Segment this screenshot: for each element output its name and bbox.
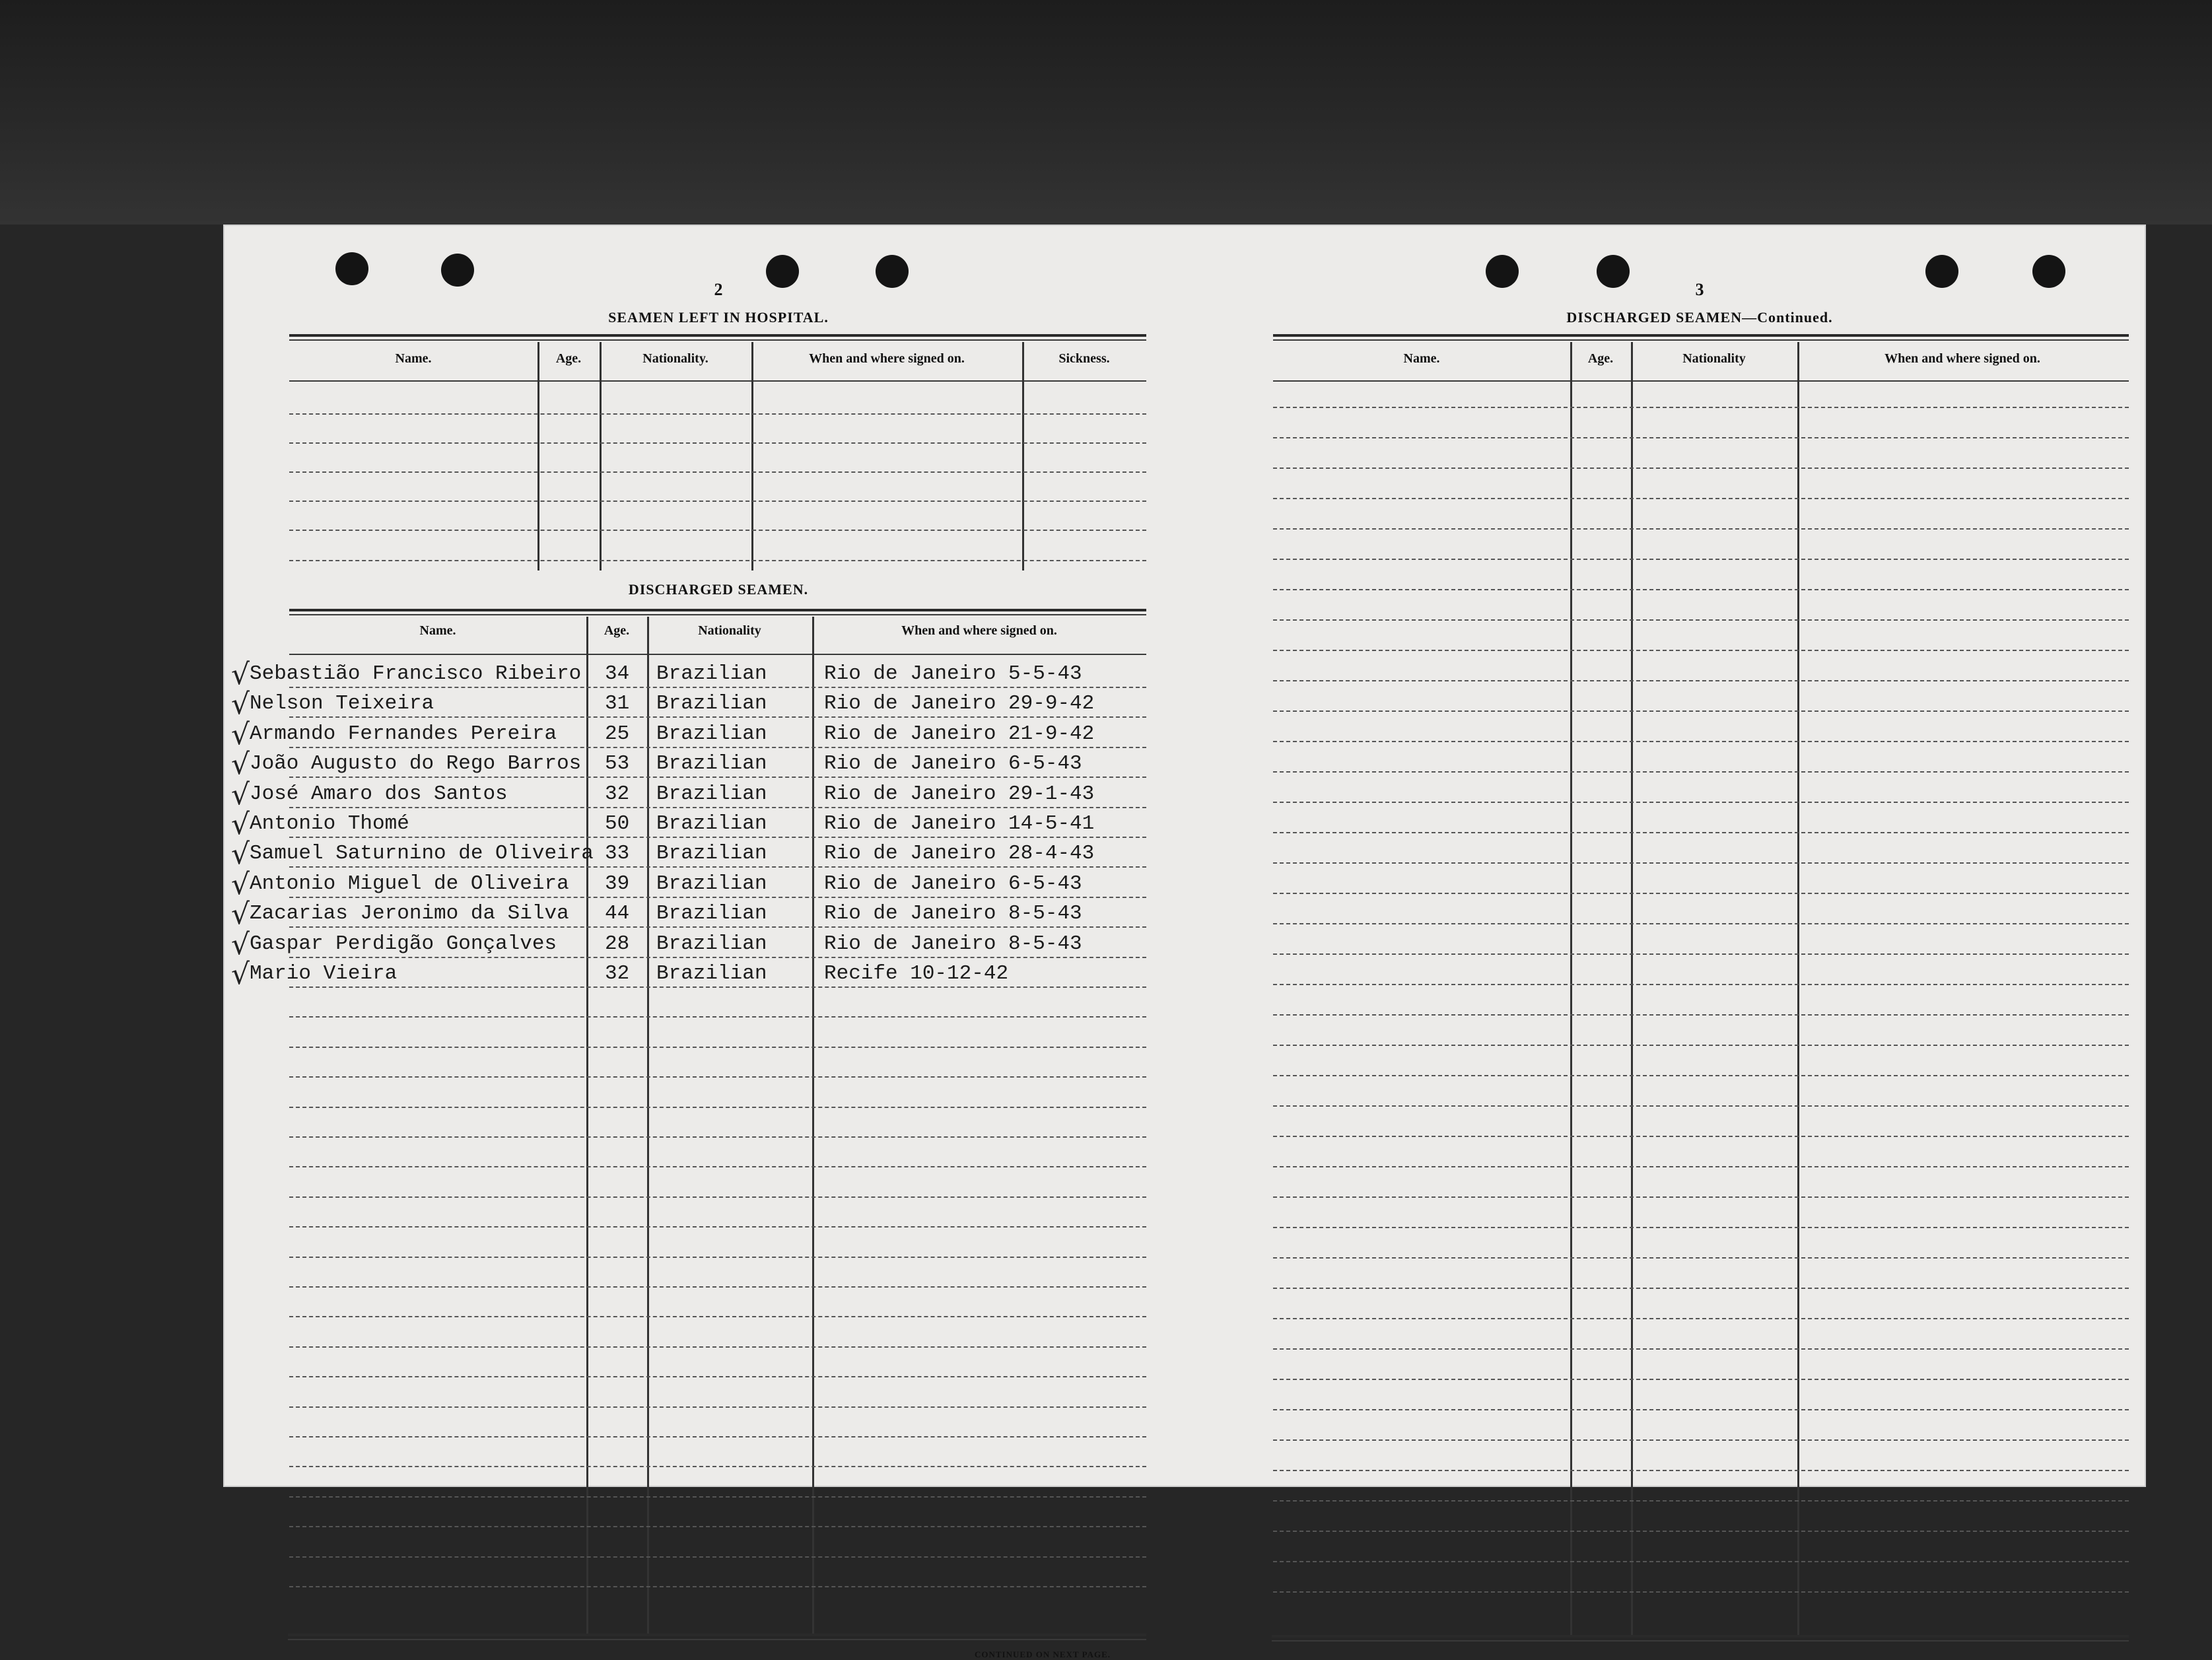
crew-list-sheet [223, 225, 2146, 1659]
dotted-rule [289, 501, 1146, 502]
check-mark-icon: √ [231, 777, 250, 812]
seaman-name: Antonio Miguel de Oliveira [250, 872, 569, 895]
dotted-rule [1273, 1531, 2129, 1532]
punch-hole [1925, 255, 1958, 288]
seaman-name: Zacarias Jeronimo da Silva [250, 902, 569, 926]
punch-hole [766, 255, 799, 288]
dotted-rule [1273, 802, 2129, 803]
rule [288, 1634, 1146, 1636]
page-number: 2 [714, 280, 723, 299]
col-head-nationality: Nationality. [642, 351, 709, 366]
dotted-rule [289, 716, 1146, 718]
seaman-signed-on: Rio de Janeiro 6-5-43 [824, 872, 1082, 895]
dotted-rule [289, 687, 1146, 688]
rule [288, 1639, 1146, 1640]
dotted-rule [289, 1286, 1146, 1288]
check-mark-icon: √ [231, 747, 250, 782]
check-mark-icon: √ [231, 867, 250, 901]
seaman-nationality: Brazilian [656, 752, 767, 776]
dotted-rule [289, 530, 1146, 531]
seaman-signed-on: Rio de Janeiro 21-9-42 [824, 722, 1095, 745]
seaman-nationality: Brazilian [656, 962, 767, 985]
dotted-rule [1273, 1166, 2129, 1167]
dotted-rule [1273, 1470, 2129, 1471]
seaman-name: Samuel Saturnino de Oliveira [250, 842, 594, 866]
dotted-rule [1273, 1105, 2129, 1107]
dotted-rule [1273, 437, 2129, 438]
page-number: 3 [1695, 280, 1704, 299]
col-head-signed-on: When and where signed on. [1884, 351, 2040, 366]
dotted-rule [289, 1406, 1146, 1408]
seaman-signed-on: Rio de Janeiro 8-5-43 [824, 932, 1082, 955]
dotted-rule [289, 1586, 1146, 1587]
seaman-nationality: Brazilian [656, 662, 767, 685]
dotted-rule [1273, 1045, 2129, 1046]
hospital-section-title: SEAMEN LEFT IN HOSPITAL. [608, 309, 829, 326]
rule [1273, 334, 2129, 337]
dotted-rule [289, 1166, 1146, 1167]
col-head-age: Age. [1587, 351, 1614, 366]
dotted-rule [1273, 923, 2129, 924]
punch-hole [876, 255, 909, 288]
dotted-rule [1273, 528, 2129, 530]
seaman-signed-on: Rio de Janeiro 14-5-41 [824, 812, 1095, 835]
dotted-rule [1273, 1439, 2129, 1441]
seaman-name: Sebastião Francisco Ribeiro [250, 662, 582, 685]
punch-hole [1597, 255, 1630, 288]
check-mark-icon: √ [231, 927, 250, 961]
dotted-rule [289, 807, 1146, 808]
dotted-rule [1273, 1348, 2129, 1350]
check-mark-icon: √ [231, 808, 250, 841]
seaman-nationality: Brazilian [656, 782, 767, 806]
dotted-rule [1273, 1075, 2129, 1076]
col-head-signed-on: When and where signed on. [809, 351, 965, 366]
seaman-nationality: Brazilian [656, 902, 767, 926]
col-head-nationality: Nationality [698, 623, 761, 638]
dotted-rule [1273, 619, 2129, 621]
dotted-rule [1273, 1500, 2129, 1502]
seaman-name: Armando Fernandes Pereira [250, 722, 557, 745]
dotted-rule [289, 471, 1146, 473]
seaman-nationality: Brazilian [656, 722, 767, 745]
seaman-age: 39 [605, 872, 630, 895]
dotted-rule [289, 777, 1146, 778]
seaman-age: 25 [605, 722, 630, 745]
seaman-signed-on: Rio de Janeiro 8-5-43 [824, 902, 1082, 926]
seaman-signed-on: Rio de Janeiro 29-9-42 [824, 692, 1095, 716]
dotted-rule [1273, 1136, 2129, 1137]
seaman-nationality: Brazilian [656, 932, 767, 955]
seaman-age: 53 [605, 752, 630, 776]
dotted-rule [1273, 680, 2129, 681]
dotted-rule [289, 866, 1146, 868]
scan-backdrop [0, 0, 2212, 225]
check-mark-icon: √ [231, 687, 250, 722]
column-line [1022, 342, 1024, 571]
column-line [812, 617, 814, 1634]
seaman-age: 32 [605, 782, 630, 806]
dotted-rule [1273, 832, 2129, 833]
dotted-rule [289, 1016, 1146, 1018]
column-line [586, 617, 588, 1634]
seaman-nationality: Brazilian [656, 692, 767, 716]
dotted-rule [289, 986, 1146, 988]
continued-note: CONTINUED ON NEXT PAGE. [975, 1649, 1111, 1659]
column-line [751, 342, 753, 571]
dotted-rule [289, 1047, 1146, 1048]
dotted-rule [1273, 559, 2129, 560]
dotted-rule [1273, 650, 2129, 651]
col-head-name: Name. [419, 623, 456, 638]
dotted-rule [289, 1136, 1146, 1138]
dotted-rule [289, 1257, 1146, 1258]
dotted-rule [1273, 741, 2129, 742]
seaman-name: João Augusto do Rego Barros [250, 752, 582, 776]
dotted-rule [289, 926, 1146, 928]
dotted-rule [1273, 862, 2129, 864]
dotted-rule [1273, 1196, 2129, 1198]
dotted-rule [289, 837, 1146, 838]
check-mark-icon: √ [231, 658, 250, 691]
dotted-rule [289, 1436, 1146, 1437]
dotted-rule [1273, 1227, 2129, 1228]
seaman-age: 31 [605, 692, 630, 716]
dotted-rule [289, 1496, 1146, 1498]
seaman-name: José Amaro dos Santos [250, 782, 508, 806]
dotted-rule [1273, 1379, 2129, 1380]
dotted-rule [289, 1466, 1146, 1467]
col-head-nationality: Nationality [1682, 351, 1746, 366]
column-line [1570, 342, 1572, 1636]
dotted-rule [1273, 771, 2129, 773]
column-line [600, 342, 602, 571]
punch-hole [441, 254, 474, 287]
seaman-signed-on: Rio de Janeiro 5-5-43 [824, 662, 1082, 685]
seaman-nationality: Brazilian [656, 842, 767, 866]
seaman-age: 33 [605, 842, 630, 866]
punch-hole [2032, 255, 2065, 288]
dotted-rule [1273, 1014, 2129, 1016]
check-mark-icon: √ [231, 837, 250, 872]
dotted-rule [289, 1076, 1146, 1078]
dotted-rule [289, 413, 1146, 415]
col-head-name: Name. [395, 351, 432, 366]
dotted-rule [1273, 1409, 2129, 1410]
seaman-signed-on: Rio de Janeiro 28-4-43 [824, 842, 1095, 866]
check-mark-icon: √ [231, 897, 250, 932]
seaman-name: Gaspar Perdigão Gonçalves [250, 932, 557, 955]
seaman-name: Mario Vieira [250, 962, 397, 985]
col-head-sickness: Sickness. [1058, 351, 1110, 366]
seaman-age: 28 [605, 932, 630, 955]
col-head-age: Age. [555, 351, 582, 366]
rule [289, 609, 1146, 611]
rule [289, 380, 1146, 382]
seaman-signed-on: Rio de Janeiro 29-1-43 [824, 782, 1095, 806]
rule [1272, 1640, 2129, 1642]
seaman-age: 44 [605, 902, 630, 926]
dotted-rule [1273, 1591, 2129, 1593]
dotted-rule [1273, 1257, 2129, 1259]
seaman-age: 32 [605, 962, 630, 985]
rule [289, 654, 1146, 655]
dotted-rule [1273, 710, 2129, 712]
seaman-name: Nelson Teixeira [250, 692, 434, 716]
rule [1272, 1635, 2129, 1638]
punch-hole [335, 252, 368, 285]
rule [289, 339, 1146, 341]
check-mark-icon: √ [231, 957, 250, 991]
dotted-rule [289, 1526, 1146, 1527]
seaman-name: Antonio Thomé [250, 812, 409, 835]
dotted-rule [289, 1226, 1146, 1228]
col-head-name: Name. [1403, 351, 1440, 366]
column-line [1631, 342, 1633, 1636]
rule [1273, 339, 2129, 341]
dotted-rule [1273, 467, 2129, 469]
column-line [647, 617, 649, 1634]
dotted-rule [1273, 1318, 2129, 1319]
dotted-rule [1273, 498, 2129, 499]
col-head-signed-on: When and where signed on. [901, 623, 1057, 638]
rule [289, 334, 1146, 337]
seaman-age: 50 [605, 812, 630, 835]
col-head-age: Age. [604, 623, 630, 638]
seaman-nationality: Brazilian [656, 872, 767, 895]
dotted-rule [289, 1196, 1146, 1198]
column-line [537, 342, 539, 571]
dotted-rule [289, 747, 1146, 748]
dotted-rule [289, 1346, 1146, 1348]
dotted-rule [1273, 893, 2129, 894]
dotted-rule [289, 442, 1146, 444]
check-mark-icon: √ [231, 717, 250, 751]
seaman-nationality: Brazilian [656, 812, 767, 835]
rule [1273, 380, 2129, 382]
dotted-rule [289, 1316, 1146, 1317]
column-line [1797, 342, 1799, 1636]
dotted-rule [289, 957, 1146, 958]
rule [289, 614, 1146, 615]
dotted-rule [1273, 1288, 2129, 1289]
punch-hole [1486, 255, 1519, 288]
dotted-rule [1273, 589, 2129, 590]
dotted-rule [289, 897, 1146, 898]
dotted-rule [289, 560, 1146, 561]
seaman-age: 34 [605, 662, 630, 685]
seaman-signed-on: Recife 10-12-42 [824, 962, 1009, 985]
continued-section-title: DISCHARGED SEAMEN—Continued. [1566, 309, 1833, 326]
dotted-rule [289, 1376, 1146, 1377]
dotted-rule [1273, 1561, 2129, 1562]
discharged-section-title: DISCHARGED SEAMEN. [628, 581, 809, 598]
seaman-signed-on: Rio de Janeiro 6-5-43 [824, 752, 1082, 776]
dotted-rule [1273, 984, 2129, 985]
dotted-rule [1273, 953, 2129, 955]
dotted-rule [289, 1107, 1146, 1108]
dotted-rule [1273, 407, 2129, 408]
dotted-rule [289, 1556, 1146, 1558]
